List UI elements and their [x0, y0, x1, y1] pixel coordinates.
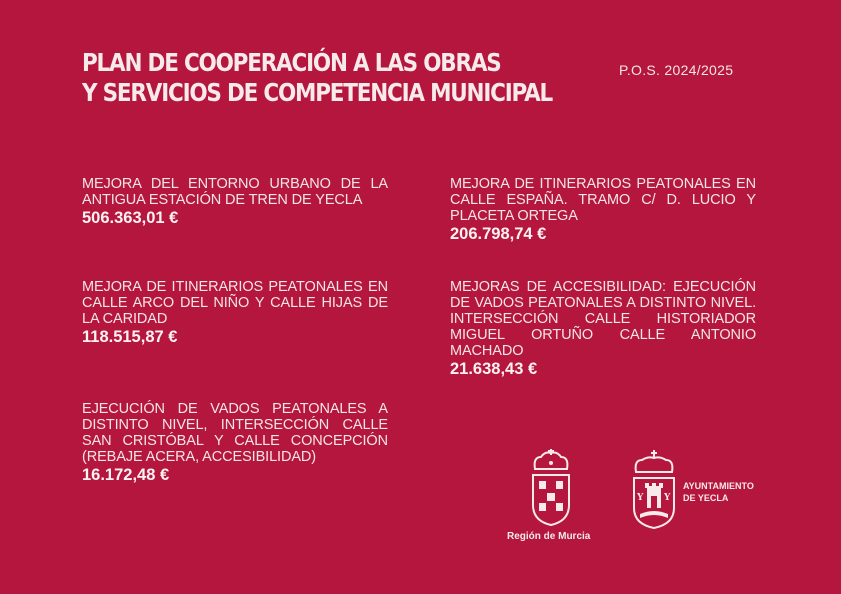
project-description: MEJORA DE ITINERARIOS PEATONALES EN CALLE ESPAÑA. TRAMO C/ D. LUCIO Y PLACETA ORTEGA	[450, 176, 756, 224]
project-item	[82, 401, 388, 485]
project-item	[82, 279, 388, 347]
project-description: MEJORAS DE ACCESIBILIDAD: EJECUCIÓN DE VADOS PEATONALES A DISTINTO NIVEL. INTERSECCIÓN CALLE HISTORIADOR MIGUEL ORTUÑO CALLE ANTONIO MACHADO	[450, 279, 756, 359]
ayuntamiento-caption	[683, 480, 754, 504]
project-amount: 506.363,01 €	[82, 209, 179, 227]
project-item	[450, 176, 756, 244]
plan-code: P.O.S. 2024/2025	[619, 62, 734, 78]
project-amount: 21.638,43 €	[450, 360, 538, 378]
svg-text:Y: Y	[637, 493, 644, 503]
project-amount: 118.515,87 €	[82, 328, 178, 346]
page-title	[82, 48, 552, 108]
ayuntamiento-line-1: AYUNTAMIENTO	[683, 481, 754, 491]
region-murcia-coat-of-arms-icon	[527, 447, 575, 527]
project-description: MEJORA DEL ENTORNO URBANO DE LA ANTIGUA ESTACIÓN DE TREN DE YECLA	[82, 176, 388, 208]
svg-text:Y: Y	[664, 493, 671, 503]
yecla-coat-of-arms-icon	[630, 450, 678, 530]
title-line-1: PLAN DE COOPERACIÓN A LAS OBRAS	[82, 48, 501, 77]
project-amount: 16.172,48 €	[82, 466, 170, 484]
project-description: EJECUCIÓN DE VADOS PEATONALES A DISTINTO NIVEL, INTERSECCIÓN CALLE SAN CRISTÓBAL Y CALLE CONCEPCIÓN (REBAJE ACERA, ACCESIBILIDAD)	[82, 401, 388, 465]
region-murcia-caption: Región de Murcia	[507, 531, 591, 542]
title-line-2: Y SERVICIOS DE COMPETENCIA MUNICIPAL	[82, 78, 553, 107]
project-amount: 206.798,74 €	[450, 225, 547, 243]
project-item	[82, 176, 388, 228]
project-item	[450, 279, 756, 379]
project-description: MEJORA DE ITINERARIOS PEATONALES EN CALLE ARCO DEL NIÑO Y CALLE HIJAS DE LA CARIDAD	[82, 279, 388, 327]
ayuntamiento-line-2: DE YECLA	[683, 493, 729, 503]
